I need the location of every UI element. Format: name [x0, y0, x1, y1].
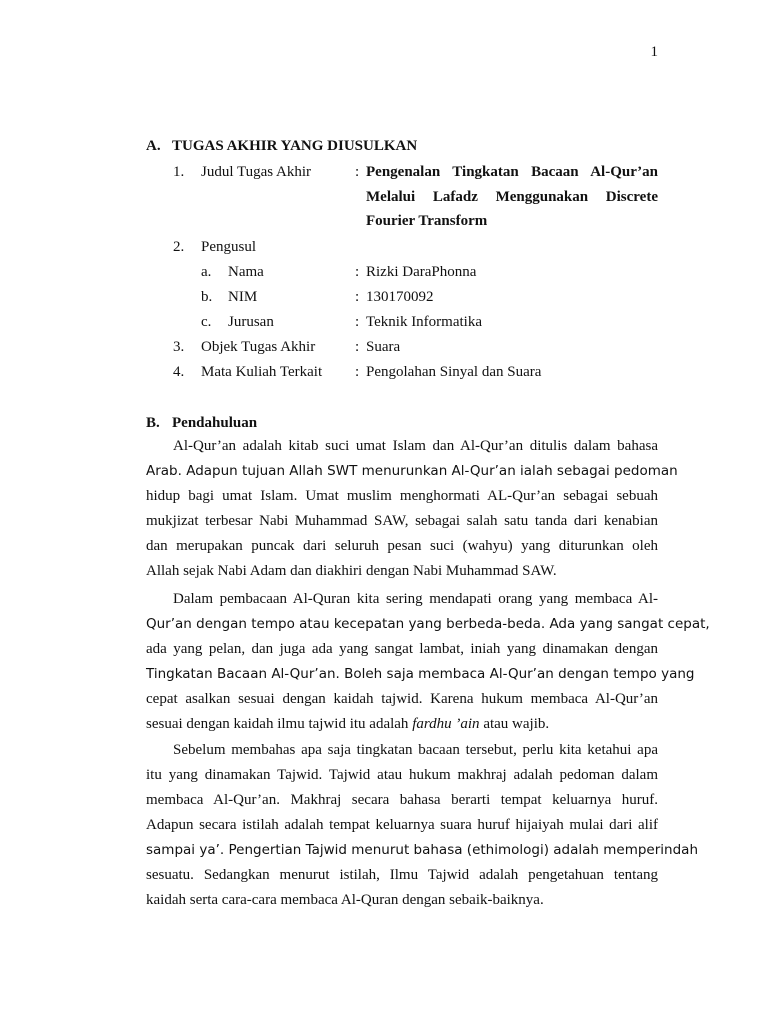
- item-colon: :: [355, 364, 360, 380]
- item-label: Nama: [228, 264, 264, 280]
- section-b-heading: [146, 415, 257, 432]
- paragraph-line: dan merupakan puncak dari seluruh pesan suci (wahyu) yang diturunkan oleh: [146, 538, 658, 554]
- paragraph-2: [146, 587, 710, 737]
- item-value: Teknik Informatika: [366, 314, 482, 330]
- paragraph-line: sesuatu. Sedangkan menurut istilah, Ilmu Tajwid adalah pengetahuan tentang: [146, 867, 658, 883]
- paragraph-line: Qur’an dengan tempo atau kecepatan yang berbeda-beda. Ada yang sangat cepat,: [146, 616, 710, 632]
- judul-value-line: Pengenalan Tingkatan Bacaan Al-Qur’an: [366, 164, 658, 180]
- item-colon: :: [355, 339, 360, 355]
- section-b-title: Pendahuluan: [172, 415, 258, 431]
- paragraph-line: [146, 712, 658, 737]
- page-number: 1: [650, 44, 658, 60]
- item-label: NIM: [228, 289, 258, 305]
- paragraph-line: cepat asalkan sesuai dengan kaidah tajwid. Karena hukum membaca Al-Qur’an: [146, 691, 658, 707]
- item-number: 4.: [173, 364, 185, 380]
- section-a-letter: A.: [146, 138, 161, 154]
- item-value: Suara: [366, 339, 401, 355]
- sub-item-letter: a.: [201, 264, 212, 280]
- paragraph-line: membaca Al-Qur’an. Makhraj secara bahasa berarti tempat keluarnya huruf.: [146, 792, 658, 808]
- item-value: Rizki DaraPhonna: [366, 264, 477, 280]
- judul-value-line: Fourier Transform: [366, 213, 488, 229]
- paragraph-line: hidup bagi umat Islam. Umat muslim menghormati AL-Qur’an sebagai sebuah: [146, 488, 658, 504]
- item-label: Jurusan: [228, 314, 274, 330]
- paragraph-line: ada yang pelan, dan juga ada yang sangat lambat, iniah yang dinamakan dengan: [146, 641, 658, 657]
- paragraph-line: Tingkatan Bacaan Al-Qur’an. Boleh saja membaca Al-Qur’an dengan tempo yang: [146, 666, 695, 682]
- item-value: 130170092: [366, 289, 434, 305]
- paragraph-1: [146, 434, 678, 584]
- paragraph-line: Sebelum membahas apa saja tingkatan bacaan tersebut, perlu kita ketahui apa: [173, 742, 658, 758]
- paragraph-text: sesuai dengan kaidah ilmu tajwid itu adalah: [146, 716, 413, 732]
- paragraph-line: mukjizat terbesar Nabi Muhammad SAW, sebagai salah satu tanda dari kenabian: [146, 513, 658, 529]
- paragraph-text: atau wajib.: [479, 716, 550, 732]
- section-a-title: TUGAS AKHIR YANG DIUSULKAN: [172, 138, 418, 154]
- item-colon: :: [355, 314, 360, 330]
- paragraph-line: itu yang dinamakan Tajwid. Tajwid atau hukum makhraj adalah pedoman dalam: [146, 767, 658, 783]
- item-label: Judul Tugas Akhir: [201, 164, 312, 180]
- item-number: 3.: [173, 339, 185, 355]
- paragraph-line: Dalam pembacaan Al-Quran kita sering mendapati orang yang membaca Al-: [173, 591, 658, 607]
- item-colon: :: [355, 264, 360, 280]
- sub-item-letter: b.: [201, 289, 213, 305]
- section-b-letter: B.: [146, 415, 160, 431]
- paragraph-line: sampai ya’. Pengertian Tajwid menurut bahasa (ethimologi) adalah memperindah: [146, 842, 698, 858]
- paragraph-line: Adapun secara istilah adalah tempat keluarnya suara huruf hijaiyah mulai dari alif: [146, 817, 658, 833]
- item-number: 2.: [173, 239, 185, 255]
- paragraph-line: kaidah serta cara-cara membaca Al-Quran dengan sebaik-baiknya.: [146, 892, 544, 908]
- item-value: Pengolahan Sinyal dan Suara: [366, 364, 542, 380]
- paragraph-line: Al-Qur’an adalah kitab suci umat Islam dan Al-Qur’an ditulis dalam bahasa: [173, 438, 658, 454]
- paragraph-line: Allah sejak Nabi Adam dan diakhiri dengan Nabi Muhammad SAW.: [146, 563, 557, 579]
- judul-value-line: Melalui Lafadz Menggunakan Discrete: [366, 189, 658, 205]
- item-number: 1.: [173, 164, 185, 180]
- paragraph-line: Arab. Adapun tujuan Allah SWT menurunkan Al-Qur’an ialah sebagai pedoman: [146, 463, 678, 479]
- item-label: Mata Kuliah Terkait: [201, 364, 323, 380]
- paragraph-3: [146, 738, 698, 913]
- item-label: Objek Tugas Akhir: [201, 339, 316, 355]
- item-label: Pengusul: [201, 239, 257, 255]
- item-colon: :: [355, 164, 360, 180]
- item-colon: :: [355, 289, 360, 305]
- sub-item-letter: c.: [201, 314, 212, 330]
- italic-term: fardhu ’ain: [412, 716, 480, 732]
- section-a-heading: [146, 138, 417, 155]
